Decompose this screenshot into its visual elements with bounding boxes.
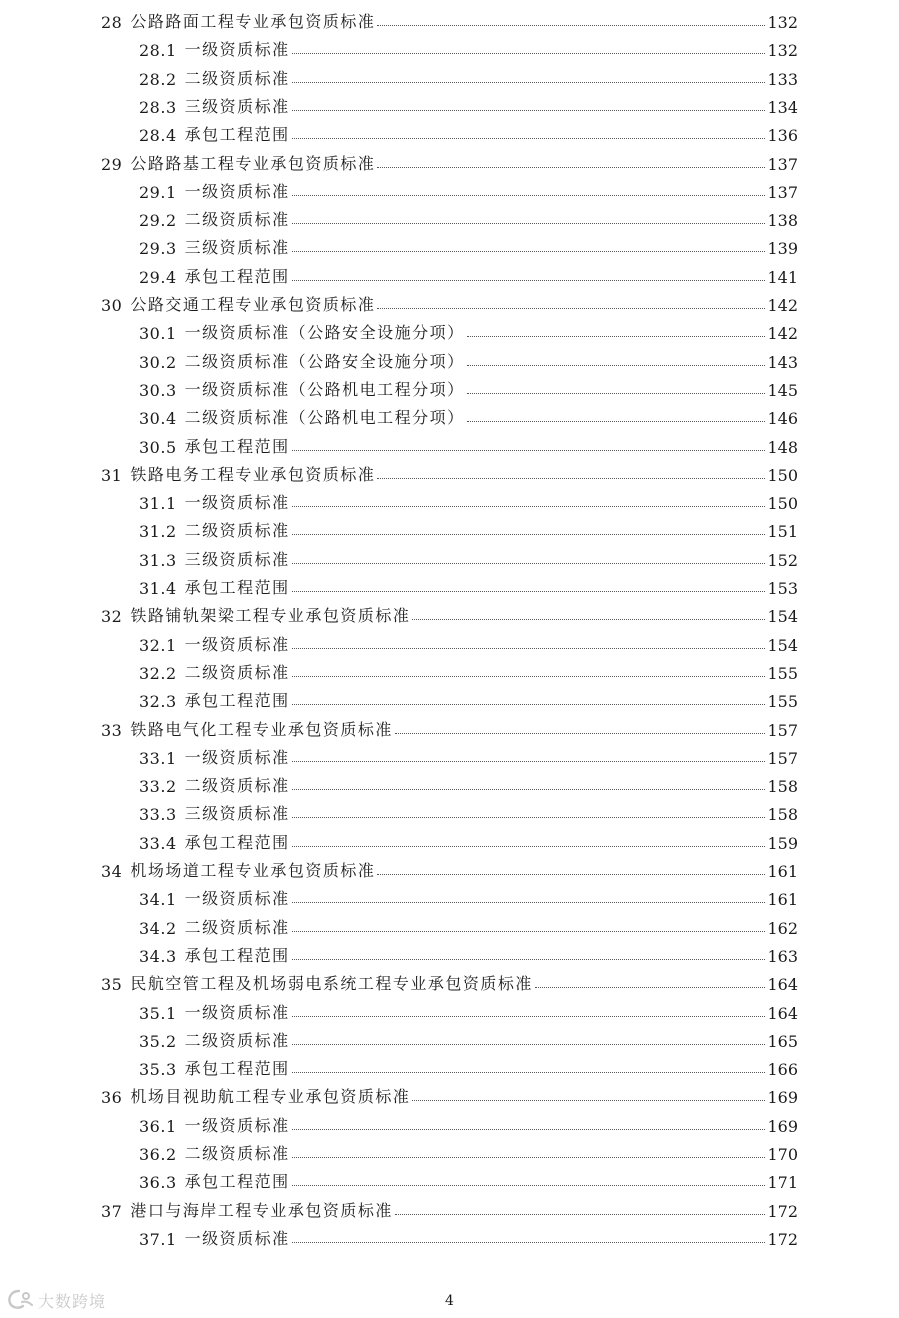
toc-entry-page: 163: [767, 946, 798, 966]
toc-entry-title: 三级资质标准: [184, 549, 290, 569]
toc-entry-number: 33.2: [139, 777, 177, 797]
toc-entry[interactable]: [139, 683, 798, 711]
toc-entry-page: 159: [767, 833, 798, 853]
toc-entry-page: 152: [767, 550, 798, 570]
toc-entry-title: 二级资质标准: [184, 662, 290, 682]
toc-entry-title: 承包工程范围: [184, 832, 290, 852]
toc-entry-page: 157: [767, 720, 798, 740]
toc-entry[interactable]: [139, 542, 798, 570]
toc-entry-page: 134: [767, 97, 798, 117]
toc-entry-title: 一级资质标准: [184, 1115, 290, 1135]
toc-entry-number: 30.3: [139, 380, 177, 400]
toc-entry-page: 133: [767, 69, 798, 89]
toc-entry[interactable]: [139, 485, 798, 513]
dot-leader: [292, 1184, 766, 1186]
toc-entry-page: 136: [767, 126, 798, 146]
toc-entry[interactable]: [139, 344, 798, 372]
toc-entry-number: 36.2: [139, 1145, 177, 1164]
toc-entry-page: 158: [767, 777, 798, 797]
toc-entry-number: 29.4: [139, 267, 177, 287]
toc-entry[interactable]: [139, 513, 798, 541]
page-number: 4: [445, 1293, 454, 1309]
toc-entry-title: 公路交通工程专业承包资质标准: [130, 295, 376, 314]
toc-entry-title: 一级资质标准: [184, 493, 290, 513]
toc-entry-page: 158: [767, 805, 798, 825]
toc-entry-title: 承包工程范围: [184, 1059, 290, 1079]
toc-entry-title: 公路路面工程专业承包资质标准: [130, 12, 376, 31]
toc-entry[interactable]: [101, 712, 798, 740]
dot-leader: [292, 81, 766, 83]
toc-entry-title: 一级资质标准: [184, 1228, 290, 1248]
toc-entry[interactable]: [101, 1079, 798, 1107]
toc-entry[interactable]: [139, 570, 798, 598]
dot-leader: [377, 307, 765, 309]
toc-entry-page: 143: [767, 352, 798, 372]
toc-entry-title: 铁路铺轨架梁工程专业承包资质标准: [130, 606, 411, 626]
dot-leader: [292, 222, 766, 224]
toc-entry-title: 二级资质标准: [184, 917, 290, 937]
dot-leader: [292, 1015, 766, 1017]
dot-leader: [292, 845, 766, 847]
toc-entry[interactable]: [101, 146, 798, 174]
toc-entry-page: 132: [767, 13, 798, 32]
toc-entry-page: 142: [767, 324, 798, 344]
toc-entry-number: 32.1: [139, 635, 177, 655]
toc-entry[interactable]: [139, 32, 798, 60]
toc-entry[interactable]: [139, 259, 798, 287]
toc-entry-number: 33.4: [139, 833, 177, 853]
toc-entry-page: 171: [767, 1173, 798, 1193]
toc-entry-page: 142: [767, 296, 798, 315]
toc-entry-page: 138: [767, 211, 798, 231]
toc-entry-page: 139: [767, 239, 798, 259]
toc-entry-page: 169: [767, 1116, 798, 1136]
toc-entry-number: 30.4: [139, 409, 177, 429]
toc-entry-number: 30.2: [139, 352, 177, 372]
toc-entry-page: 169: [767, 1088, 798, 1108]
dot-leader: [292, 109, 766, 111]
toc-entry-page: 161: [767, 862, 798, 881]
toc-entry-title: 机场场道工程专业承包资质标准: [130, 861, 376, 880]
toc-entry-number: 28.3: [139, 97, 177, 117]
toc-entry-page: 146: [767, 409, 798, 429]
toc-entry-page: 141: [767, 267, 798, 287]
toc-entry-number: 33.1: [139, 748, 177, 768]
dot-leader: [292, 1043, 766, 1045]
dot-leader: [292, 703, 766, 705]
toc-entry-title: 二级资质标准: [184, 1030, 290, 1050]
toc-entry[interactable]: [139, 825, 798, 853]
toc-entry-title: 铁路电气化工程专业承包资质标准: [130, 719, 393, 739]
toc-entry-page: 164: [767, 975, 798, 995]
toc-entry-title: 二级资质标准: [184, 1144, 290, 1163]
toc-entry-title: 一级资质标准: [184, 747, 290, 767]
dot-leader: [292, 1241, 766, 1243]
toc-entry-number: 33.3: [139, 805, 177, 825]
toc-entry[interactable]: [139, 315, 798, 343]
toc-entry-page: 132: [767, 41, 798, 61]
dot-leader: [467, 335, 766, 337]
toc-entry-title: 承包工程范围: [184, 1172, 290, 1192]
toc-entry[interactable]: [139, 995, 798, 1023]
dot-leader: [377, 166, 765, 168]
toc-entry-page: 162: [767, 918, 798, 938]
dot-leader: [292, 647, 766, 649]
toc-entry-title: 二级资质标准: [184, 210, 290, 230]
dot-leader: [292, 958, 766, 960]
toc-entry-title: 一级资质标准（公路安全设施分项）: [184, 323, 465, 343]
toc-entry[interactable]: [101, 853, 798, 881]
dot-leader: [292, 1128, 766, 1130]
toc-entry-number: 31.3: [139, 550, 177, 570]
toc-entry[interactable]: [139, 202, 798, 230]
toc-entry-title: 承包工程范围: [184, 125, 290, 145]
toc-entry-title: 港口与海岸工程专业承包资质标准: [130, 1200, 393, 1220]
toc-entry-number: 36.3: [139, 1173, 177, 1193]
toc-entry-page: 150: [767, 494, 798, 514]
toc-entry-number: 29.2: [139, 211, 177, 231]
toc-entry-number: 35.2: [139, 1031, 177, 1051]
toc-entry-page: 145: [767, 380, 798, 400]
toc-entry-number: 28: [101, 13, 123, 32]
toc-entry-number: 29.3: [139, 239, 177, 259]
toc-entry[interactable]: [139, 400, 798, 428]
toc-entry-title: 民航空管工程及机场弱电系统工程专业承包资质标准: [130, 974, 533, 994]
toc-entry-number: 29: [101, 154, 123, 174]
toc-entry-number: 32.2: [139, 663, 177, 683]
dot-leader: [292, 194, 766, 196]
dot-leader: [292, 675, 766, 677]
toc-entry-page: 161: [767, 890, 798, 910]
toc-entry-number: 34.1: [139, 890, 177, 910]
toc-entry-title: 二级资质标准: [184, 521, 290, 541]
toc-entry-number: 36.1: [139, 1116, 177, 1136]
toc-entry-page: 164: [767, 1003, 798, 1023]
watermark: [6, 1288, 106, 1312]
dot-leader: [292, 590, 766, 592]
dot-leader: [292, 505, 766, 507]
toc-entry-number: 32.3: [139, 692, 177, 712]
toc-entry[interactable]: [139, 627, 798, 655]
toc-entry[interactable]: [101, 4, 798, 32]
toc-entry[interactable]: [139, 1221, 798, 1249]
dot-leader: [467, 364, 766, 366]
toc-entry-title: 承包工程范围: [184, 691, 290, 711]
dot-leader: [292, 816, 766, 818]
toc-entry[interactable]: [139, 1023, 798, 1051]
toc-entry[interactable]: [139, 1051, 798, 1079]
toc-entry-number: 28.1: [139, 41, 177, 61]
watermark-text: 大数跨境: [38, 1291, 107, 1311]
toc-entry-page: 165: [767, 1031, 798, 1051]
toc-entry-title: 一级资质标准: [184, 1002, 290, 1022]
toc-entry-number: 28.2: [139, 69, 177, 89]
dot-leader: [292, 1071, 766, 1073]
toc-entry[interactable]: [139, 89, 798, 117]
toc-entry-title: 三级资质标准: [184, 238, 290, 258]
toc-entry-page: 154: [767, 635, 798, 655]
dot-leader: [377, 24, 765, 26]
toc-entry[interactable]: [139, 372, 798, 400]
toc-entry-page: 137: [767, 182, 798, 202]
toc-entry[interactable]: [101, 457, 798, 485]
toc-entry-page: 172: [767, 1201, 798, 1221]
brand-logo-icon: [6, 1288, 36, 1312]
toc-entry-number: 34.3: [139, 946, 177, 966]
toc-entry-title: 二级资质标准（公路机电工程分项）: [184, 408, 465, 428]
dot-leader: [292, 1156, 766, 1158]
dot-leader: [395, 1213, 766, 1215]
toc-entry-page: 157: [767, 748, 798, 768]
toc-entry-title: 二级资质标准: [184, 68, 290, 88]
toc-entry[interactable]: [139, 881, 798, 909]
toc-entry[interactable]: [101, 598, 798, 626]
dot-leader: [377, 873, 765, 875]
toc-entry-title: 承包工程范围: [184, 436, 290, 456]
toc-entry-title: 公路路基工程专业承包资质标准: [130, 153, 376, 173]
dot-leader: [377, 477, 765, 479]
toc-entry-number: 34: [101, 862, 123, 881]
toc-entry[interactable]: [101, 1193, 798, 1221]
toc-entry[interactable]: [101, 966, 798, 994]
toc-entry-number: 28.4: [139, 126, 177, 146]
toc-entry-number: 31: [101, 465, 123, 485]
toc-entry-page: 151: [767, 522, 798, 542]
toc-entry-title: 铁路电务工程专业承包资质标准: [130, 464, 376, 484]
toc-entry[interactable]: [139, 117, 798, 145]
dot-leader: [292, 533, 766, 535]
toc-entry-page: 172: [767, 1229, 798, 1249]
toc-entry-title: 三级资质标准: [184, 804, 290, 824]
dot-leader: [292, 250, 766, 252]
toc-entry-title: 二级资质标准: [184, 776, 290, 796]
toc-entry-title: 一级资质标准: [184, 40, 290, 60]
toc-entry-number: 31.2: [139, 522, 177, 542]
toc-entry-number: 32: [101, 607, 123, 627]
dot-leader: [467, 392, 766, 394]
toc-entry[interactable]: [139, 61, 798, 89]
dot-leader: [292, 52, 766, 54]
toc-entry-title: 机场目视助航工程专业承包资质标准: [130, 1087, 411, 1107]
toc-entry[interactable]: [139, 938, 798, 966]
dot-leader: [292, 788, 766, 790]
toc-entry-number: 30.1: [139, 324, 177, 344]
toc-entry-title: 承包工程范围: [184, 945, 290, 965]
toc-entry-page: 148: [767, 437, 798, 457]
toc-entry[interactable]: [139, 768, 798, 796]
dot-leader: [292, 760, 766, 762]
toc-entry[interactable]: [139, 910, 798, 938]
toc-entry-title: 二级资质标准（公路安全设施分项）: [184, 351, 465, 371]
toc-entry-number: 33: [101, 720, 123, 740]
dot-leader: [292, 449, 766, 451]
toc-entry-page: 155: [767, 692, 798, 712]
dot-leader: [292, 930, 766, 932]
dot-leader: [292, 562, 766, 564]
toc-entry[interactable]: [139, 429, 798, 457]
dot-leader: [535, 986, 766, 988]
toc-entry[interactable]: [139, 1136, 798, 1164]
dot-leader: [292, 279, 766, 281]
toc-entry[interactable]: [139, 230, 798, 258]
dot-leader: [467, 420, 766, 422]
toc-entry-page: 166: [767, 1060, 798, 1080]
toc-entry-page: 153: [767, 579, 798, 598]
dot-leader: [412, 1099, 765, 1101]
toc-entry[interactable]: [101, 287, 798, 315]
toc-entry-number: 30.5: [139, 437, 177, 457]
toc-entry[interactable]: [139, 796, 798, 824]
toc-entry-number: 30: [101, 296, 123, 315]
dot-leader: [395, 732, 766, 734]
dot-leader: [292, 137, 766, 139]
toc-entry-page: 155: [767, 663, 798, 683]
toc-entry-page: 154: [767, 607, 798, 627]
toc-entry-title: 一级资质标准: [184, 889, 290, 909]
toc-entry[interactable]: [139, 1164, 798, 1192]
toc-entry-number: 31.4: [139, 579, 177, 598]
toc-entry[interactable]: [139, 1108, 798, 1136]
toc-entry[interactable]: [139, 655, 798, 683]
toc-entry[interactable]: [139, 174, 798, 202]
toc-entry-number: 34.2: [139, 918, 177, 938]
toc-entry-page: 150: [767, 465, 798, 485]
dot-leader: [412, 618, 765, 620]
toc-entry-page: 170: [767, 1145, 798, 1164]
dot-leader: [292, 901, 766, 903]
toc-entry-number: 35.1: [139, 1003, 177, 1023]
toc-entry-number: 36: [101, 1088, 123, 1108]
toc-entry-number: 35.3: [139, 1060, 177, 1080]
toc-entry-number: 31.1: [139, 494, 177, 514]
toc-entry-title: 一级资质标准（公路机电工程分项）: [184, 379, 465, 399]
toc-entry-number: 35: [101, 975, 123, 995]
toc-entry-title: 三级资质标准: [184, 96, 290, 116]
toc-entry-title: 承包工程范围: [184, 578, 290, 597]
toc-entry-title: 承包工程范围: [184, 266, 290, 286]
toc-entry-page: 137: [767, 154, 798, 174]
toc-entry-title: 一级资质标准: [184, 181, 290, 201]
toc-entry[interactable]: [139, 740, 798, 768]
toc-entry-number: 29.1: [139, 182, 177, 202]
toc-entry-number: 37: [101, 1201, 123, 1221]
toc-entry-title: 一级资质标准: [184, 634, 290, 654]
toc-entry-number: 37.1: [139, 1229, 177, 1249]
